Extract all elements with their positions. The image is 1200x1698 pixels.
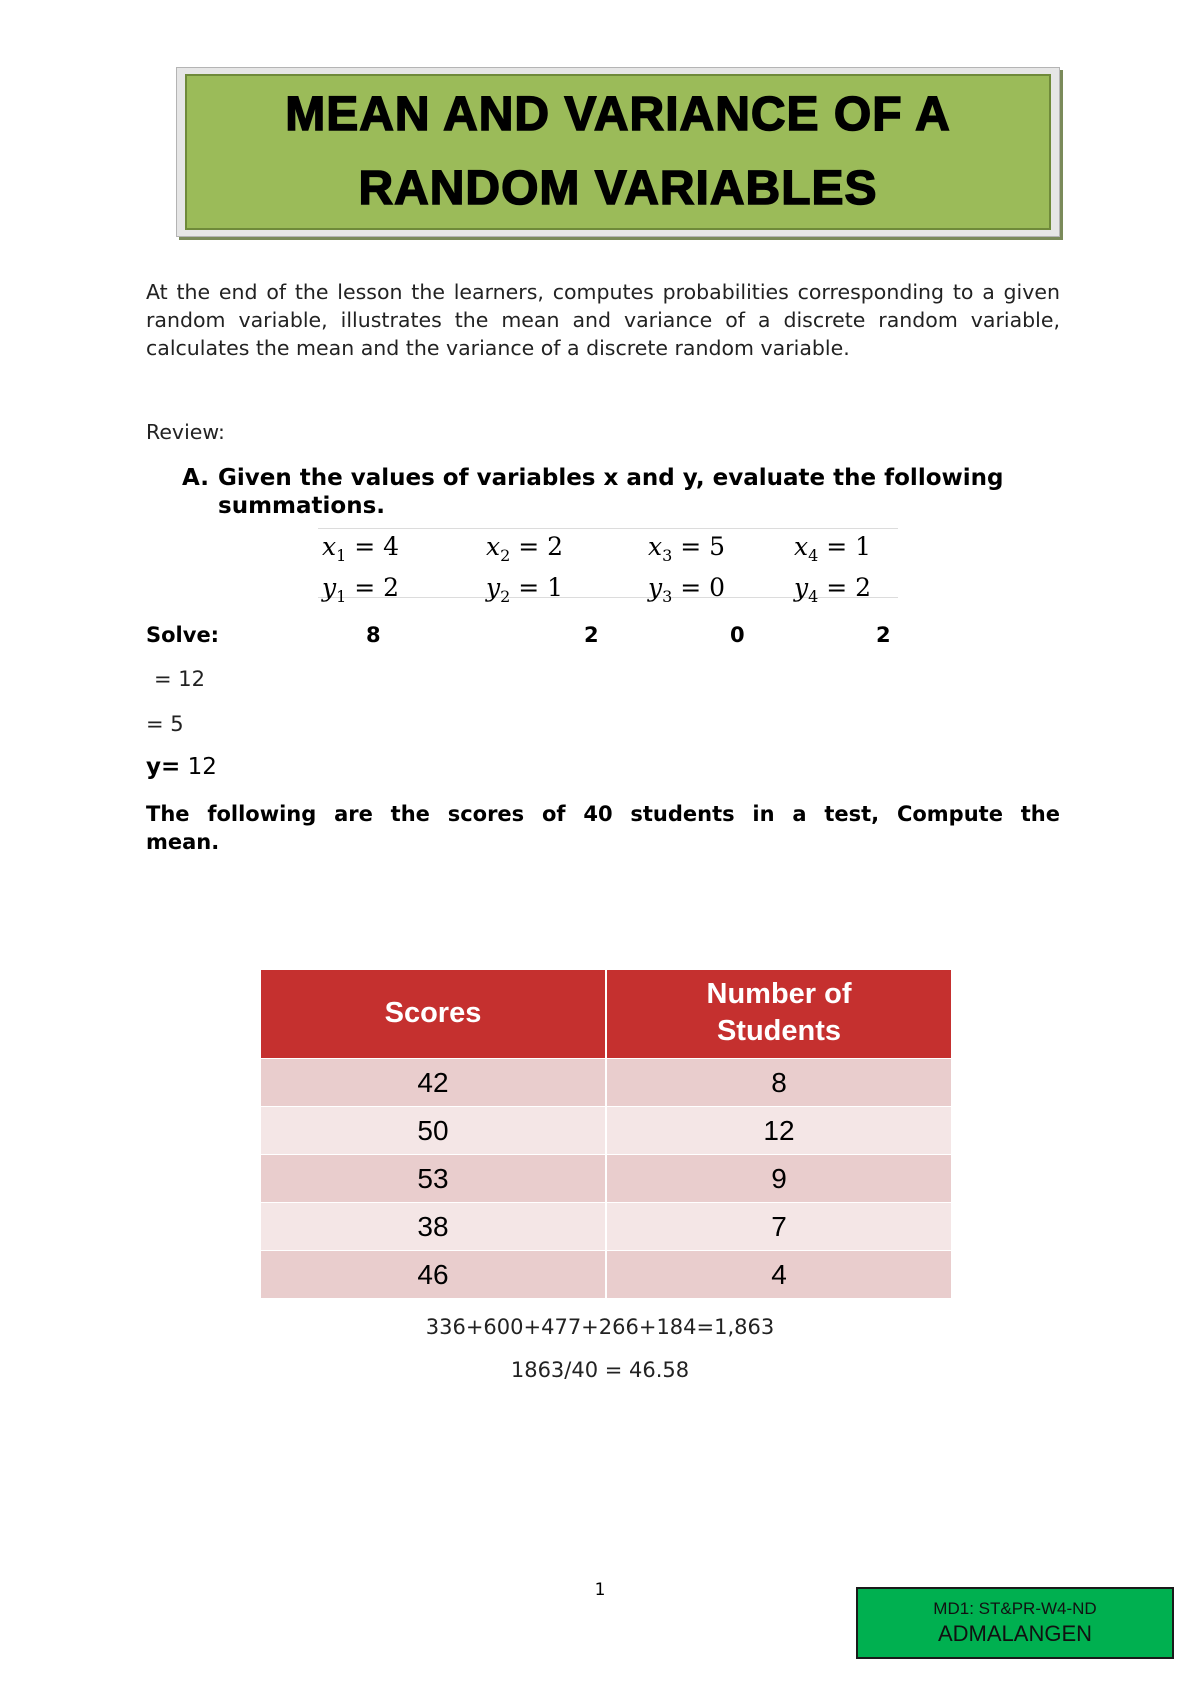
- score-cell: 38: [261, 1203, 606, 1251]
- y-result: [146, 754, 217, 780]
- score-cell: 50: [261, 1107, 606, 1155]
- table-header-row: [261, 970, 951, 1059]
- score-cell: 53: [261, 1155, 606, 1203]
- review-label: Review:: [146, 420, 225, 444]
- solve-value-1: 8: [366, 623, 381, 647]
- variable-pair-4: $x_4 = 1$ $y_4 = 2$: [794, 532, 872, 606]
- item-a-label: A.: [182, 465, 209, 491]
- students-cell: 7: [606, 1203, 951, 1251]
- module-code-badge: [856, 1587, 1174, 1659]
- equation-line-1: = 12: [154, 667, 205, 691]
- table-row: [261, 1251, 951, 1299]
- badge-author: ADMALANGEN: [937, 1621, 1093, 1646]
- students-cell: 9: [606, 1155, 951, 1203]
- title-line-1: MEAN AND VARIANCE OF A: [285, 88, 951, 141]
- variable-pair-2: $x_2 = 2$ $y_2 = 1$: [486, 532, 564, 606]
- item-a-text: Given the values of variables x and y, evaluate the following summations.: [218, 465, 1004, 519]
- page-number: 1: [594, 1580, 606, 1600]
- item-a: [182, 464, 1060, 520]
- y-result-value: 12: [180, 754, 217, 780]
- header-number-of-students: Number of Students: [606, 970, 951, 1059]
- question-paragraph: The following are the scores of 40 students in a test, Compute the mean.: [146, 802, 1060, 854]
- solve-value-4: 2: [876, 623, 891, 647]
- table-row: [261, 1155, 951, 1203]
- badge-code: MD1: ST&PR-W4-ND: [933, 1599, 1097, 1618]
- variables-block: [318, 528, 898, 606]
- title-box: [185, 74, 1051, 230]
- students-cell: 12: [606, 1107, 951, 1155]
- y-result-label: y=: [146, 754, 181, 780]
- calc-sum-line: 336+600+477+266+184=1,863: [425, 1315, 775, 1339]
- table-row: [261, 1059, 951, 1107]
- solve-value-3: 0: [730, 623, 745, 647]
- title-banner: [176, 67, 1060, 237]
- equation-line-2: = 5: [146, 712, 184, 736]
- table-row: [261, 1107, 951, 1155]
- score-cell: 42: [261, 1059, 606, 1107]
- score-cell: 46: [261, 1251, 606, 1299]
- students-cell: 4: [606, 1251, 951, 1299]
- table-row: [261, 1203, 951, 1251]
- variable-pair-3: $x_3 = 5$ $y_3 = 0$: [648, 532, 726, 606]
- variable-pair-1: $x_1 = 4$ $y_1 = 2$: [322, 532, 400, 606]
- title-line-2: RANDOM VARIABLES: [358, 162, 878, 215]
- solve-label: Solve:: [146, 623, 220, 647]
- intro-paragraph: At the end of the lesson the learners, computes probabilities corresponding to a given random variable, illustrates the mean and variance of a discrete random variable, calculates the mean and the variance of a discrete random variable.: [146, 280, 1060, 360]
- header-scores: Scores: [261, 970, 606, 1059]
- solve-value-2: 2: [584, 623, 599, 647]
- calc-mean-line: 1863/40 = 46.58: [510, 1358, 690, 1382]
- scores-table: [261, 970, 951, 1298]
- students-cell: 8: [606, 1059, 951, 1107]
